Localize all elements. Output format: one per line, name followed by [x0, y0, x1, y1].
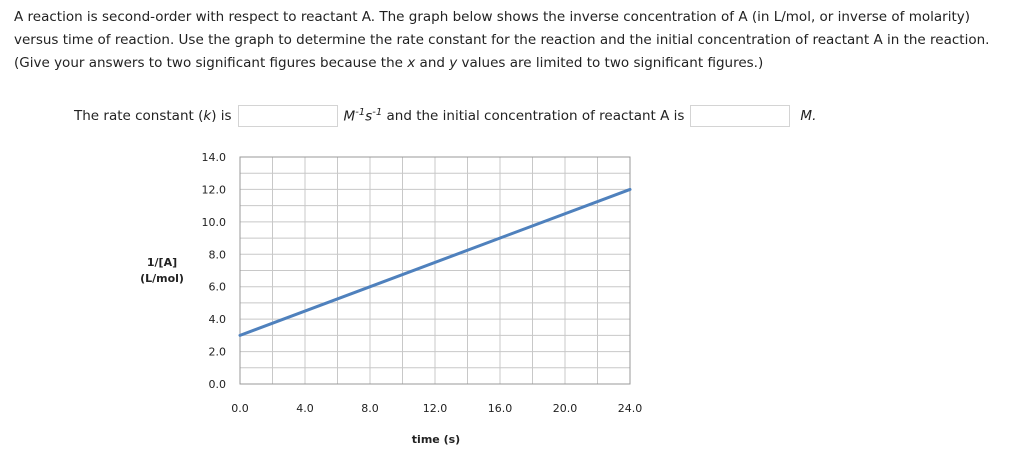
y-tick-label: 6.0 — [208, 280, 226, 294]
x-tick-label: 20.0 — [552, 402, 578, 415]
unit-exponent-m: -1 — [355, 107, 366, 119]
x-variable: x — [407, 55, 416, 71]
x-tick-label: 12.0 — [422, 402, 448, 415]
y-tick-label: 2.0 — [208, 345, 226, 359]
unit-m: M — [343, 108, 356, 125]
initial-concentration-label: and the initial concentration of reactant A is — [386, 108, 685, 124]
unit-exponent-s: -1 — [372, 107, 383, 119]
x-tick-label: 8.0 — [361, 402, 379, 415]
y-axis-label-line1: 1/[A] — [146, 256, 178, 269]
y-axis-label-line2: (L/mol) — [140, 272, 184, 285]
x-tick-label: 4.0 — [296, 402, 314, 415]
initial-concentration-unit: M. — [800, 108, 817, 124]
y-tick-label: 14.0 — [201, 151, 226, 164]
x-tick-label: 24.0 — [617, 402, 643, 415]
unit-s: s — [365, 108, 373, 125]
question-and: and — [415, 55, 450, 71]
rate-constant-prefix: The rate constant ( — [74, 108, 204, 124]
y-tick-label: 4.0 — [208, 313, 226, 327]
y-tick-label: 10.0 — [201, 215, 226, 229]
x-tick-label: 0.0 — [231, 402, 249, 415]
question-part1: A reaction is second-order with respect to reactant A. The graph below shows the inverse concentration of A (in L/mol, or inverse of molarity) versus time of reaction. Use the graph to determine the rate constant for the reaction and the initial concentration of reactant A in the reaction. (Give your answers to two significant figures because the — [14, 9, 990, 71]
y-tick-label: 12.0 — [201, 183, 226, 197]
y-tick-label: 0.0 — [208, 378, 226, 391]
x-axis-label: time (s) — [411, 433, 461, 446]
k-variable: k — [203, 108, 212, 124]
y-tick-label: 8.0 — [208, 248, 226, 262]
y-variable: y — [449, 55, 458, 71]
rate-constant-suffix: ) is — [211, 108, 232, 124]
question-part2: values are limited to two significant figures.) — [457, 55, 764, 71]
x-tick-label: 16.0 — [487, 402, 513, 415]
